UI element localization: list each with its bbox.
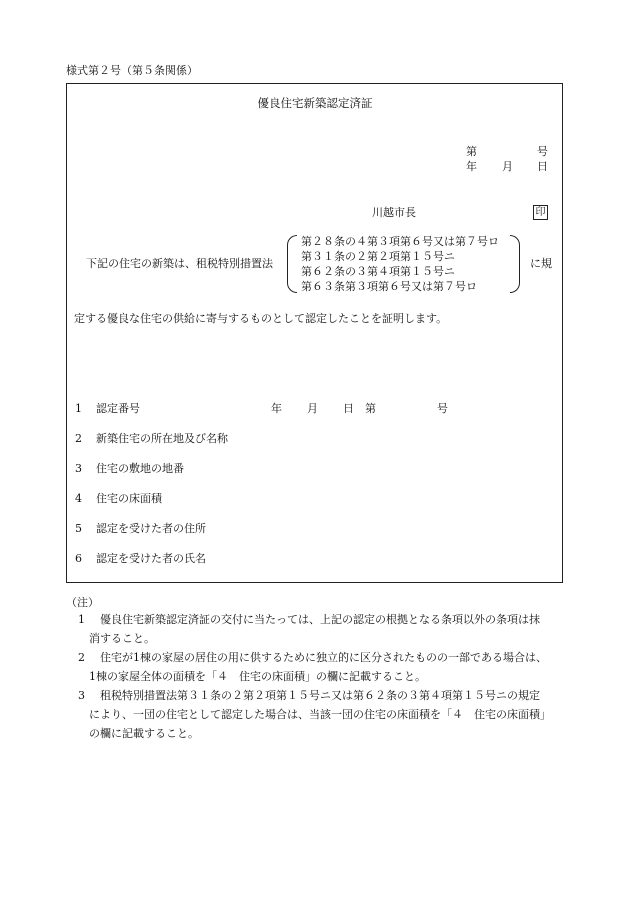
left-bracket bbox=[287, 235, 297, 293]
cert-year: 年 bbox=[271, 402, 282, 415]
note-text: 租税特別措置法第３１条の２第２項第１５号ニ又は第６２条の３第４項第１５号ニの規定 bbox=[100, 689, 540, 702]
cert-go: 号 bbox=[437, 402, 448, 415]
statement-continuation: 定する優良な住宅の供給に寄与するものとして認定したことを証明します。 bbox=[74, 312, 448, 325]
form-label: 様式第２号（第５条関係） bbox=[66, 64, 198, 77]
date-month: 月 bbox=[502, 160, 513, 173]
right-bracket bbox=[510, 235, 520, 293]
issuer-name: 川越市長 bbox=[372, 206, 416, 219]
statement-prefix: 下記の住宅の新築は、租税特別措置法 bbox=[86, 257, 273, 270]
notes-heading: （注） bbox=[66, 596, 99, 609]
note-number: 2 bbox=[78, 651, 85, 664]
article-line: 第２８条の４第３項第６号又は第７号ロ bbox=[301, 235, 499, 248]
cert-month: 月 bbox=[307, 402, 318, 415]
number-dai: 第 bbox=[466, 145, 477, 158]
article-line: 第６２条の３第４項第１５号ニ bbox=[301, 265, 455, 278]
item-number: 3 bbox=[75, 462, 82, 475]
note-number: 3 bbox=[78, 689, 85, 702]
item-label-cert-number: 認定番号 bbox=[96, 402, 140, 415]
note-text: の欄に記載すること。 bbox=[89, 727, 199, 740]
item-number: 6 bbox=[75, 552, 82, 565]
item-label-address: 認定を受けた者の住所 bbox=[96, 522, 206, 535]
note-text: 住宅が1棟の家屋の居住の用に供するために独立的に区分されたものの一部である場合は、 bbox=[100, 651, 547, 664]
item-number: 2 bbox=[75, 432, 82, 445]
item-number: 1 bbox=[75, 402, 82, 415]
note-number: 1 bbox=[78, 613, 85, 626]
date-year: 年 bbox=[466, 160, 477, 173]
document-title: 優良住宅新築認定済証 bbox=[257, 96, 373, 110]
note-text: 消すること。 bbox=[89, 632, 155, 645]
article-line: 第３１条の２第２項第１５号ニ bbox=[301, 250, 455, 263]
note-text: 優良住宅新築認定済証の交付に当たっては、上記の認定の根拠となる条項以外の条項は抹 bbox=[100, 613, 540, 626]
item-label-name: 認定を受けた者の氏名 bbox=[96, 552, 206, 565]
item-label-floor-area: 住宅の床面積 bbox=[96, 492, 162, 505]
number-go: 号 bbox=[537, 145, 548, 158]
item-number: 4 bbox=[75, 492, 82, 505]
article-line: 第６３条第３項第６号又は第７号ロ bbox=[301, 280, 477, 293]
date-day: 日 bbox=[537, 160, 548, 173]
item-label-location: 新築住宅の所在地及び名称 bbox=[96, 432, 228, 445]
statement-suffix: に規 bbox=[530, 257, 552, 270]
cert-dai: 第 bbox=[365, 402, 376, 415]
note-text: 1棟の家屋全体の面積を「４ 住宅の床面積」の欄に記載すること。 bbox=[89, 670, 426, 683]
cert-day: 日 bbox=[343, 402, 354, 415]
certificate-frame bbox=[66, 83, 563, 583]
note-text: により、一団の住宅として認定した場合は、当該一団の住宅の床面積を「４ 住宅の床面積」 bbox=[89, 708, 551, 721]
item-label-lot-number: 住宅の敷地の地番 bbox=[96, 462, 184, 475]
seal-stamp: 印 bbox=[533, 205, 548, 220]
item-number: 5 bbox=[75, 522, 82, 535]
